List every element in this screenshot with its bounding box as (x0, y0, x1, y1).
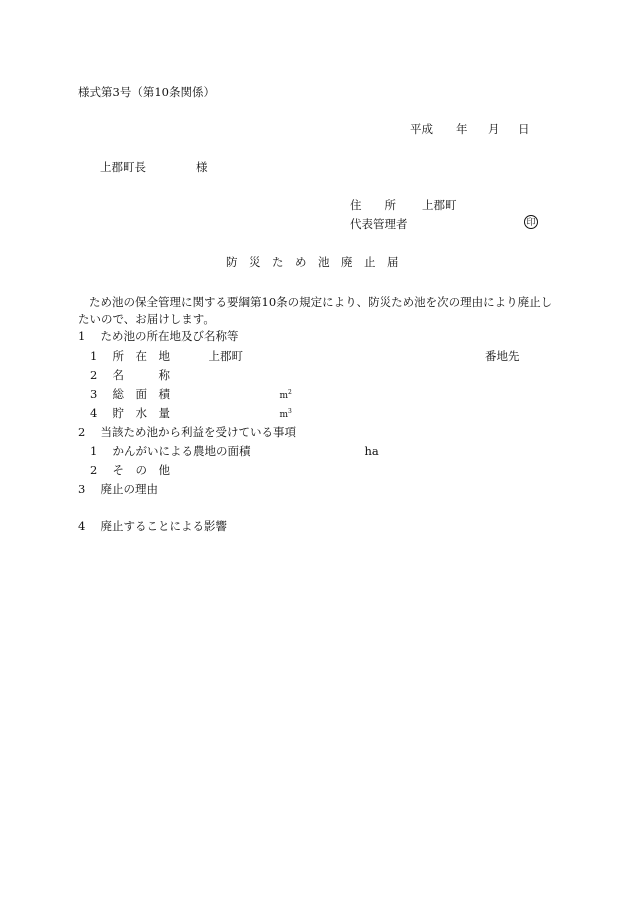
section-title: 廃止の理由 (100, 482, 158, 496)
item-other (90, 465, 170, 477)
section-2-heading (78, 427, 296, 439)
applicant-address-line (350, 200, 457, 212)
item-label: 名 称 (112, 368, 170, 382)
document-title: 防 災 た め 池 廃 止 届 (226, 255, 399, 269)
item-number: 2 (90, 368, 98, 382)
location-suffix: 番地先 (485, 349, 520, 363)
section-1-heading (78, 331, 238, 343)
item-irrigation-area (90, 446, 379, 458)
address-value: 上郡町 (422, 198, 457, 212)
item-label: 総 面 積 (112, 387, 170, 401)
addressee-line (100, 162, 208, 174)
addressee-honorific: 様 (196, 160, 208, 174)
item-number: 4 (90, 406, 98, 420)
item-number: 1 (90, 349, 98, 363)
item-total-area (90, 389, 292, 401)
intro-paragraph: ため池の保全管理に関する要綱第10条の規定により、防災ため池を次の理由により廃止したいので、お届けします。 (78, 295, 553, 326)
section-title: 当該ため池から利益を受けている事項 (100, 425, 296, 439)
address-label: 住 所 (350, 198, 396, 212)
item-label: 貯 水 量 (112, 406, 170, 420)
item-label: そ の 他 (112, 463, 170, 477)
location-value: 上郡町 (208, 349, 243, 363)
date-era: 平成 (410, 122, 433, 136)
form-number: 様式第3号（第10条関係） (78, 85, 215, 99)
section-number: 2 (78, 425, 86, 439)
section-title: 廃止することによる影響 (100, 519, 227, 533)
item-storage-volume (90, 408, 292, 420)
section-3-heading (78, 484, 158, 496)
irrigation-unit: ha (364, 444, 379, 458)
section-number: 4 (78, 519, 86, 533)
seal-mark: 印 (524, 215, 538, 229)
section-4-heading (78, 521, 227, 533)
item-name (90, 370, 208, 382)
volume-unit: $m^3$ (279, 408, 292, 420)
date-day: 日 (518, 122, 530, 136)
date-year: 年 (456, 122, 468, 136)
date-line (410, 124, 530, 136)
addressee-name: 上郡町長 (100, 160, 146, 174)
item-number: 3 (90, 387, 98, 401)
item-number: 2 (90, 463, 98, 477)
representative-label: 代表管理者 (350, 217, 408, 231)
item-location (90, 351, 243, 363)
section-title: ため池の所在地及び名称等 (100, 329, 239, 343)
date-month: 月 (488, 122, 500, 136)
section-number: 1 (78, 329, 86, 343)
section-number: 3 (78, 482, 86, 496)
area-unit: $m^2$ (279, 389, 292, 401)
item-label: かんがいによる農地の面積 (112, 444, 251, 458)
item-label: 所 在 地 (112, 349, 170, 363)
item-number: 1 (90, 444, 98, 458)
